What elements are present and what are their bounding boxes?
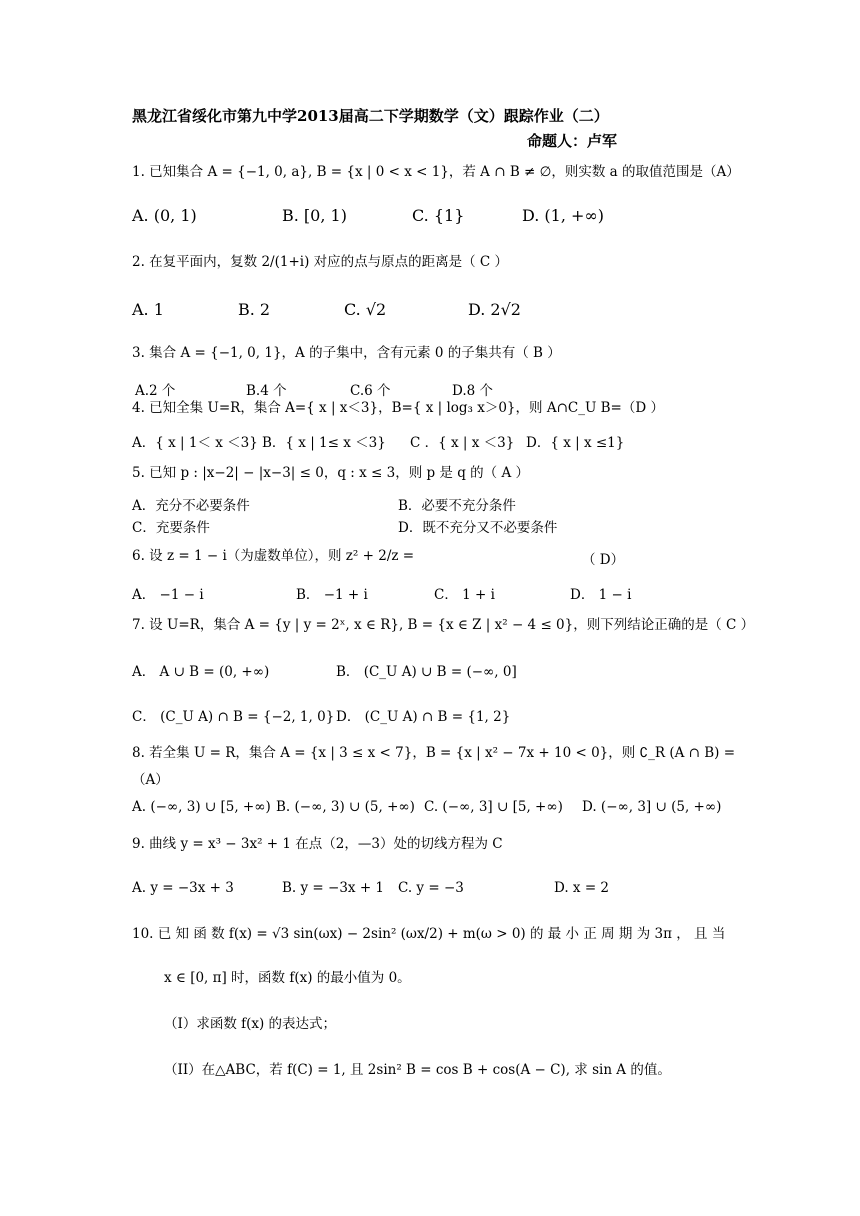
question-9-stem: 9. 曲线 y = x³ − 3x² + 1 在点（2，—3）处的切线方程为 C <box>132 836 503 852</box>
question-9-option-c: C. y = −3 <box>398 880 464 896</box>
question-2-stem: 2. 在复平面内，复数 2/(1+i) 对应的点与原点的距离是（ C ） <box>132 254 509 270</box>
question-6-option-b: B． −1 + i <box>296 587 368 603</box>
question-4-option-a: A．{ x | 1＜ x ＜3} <box>132 435 258 451</box>
question-8-option-d: D. (−∞, 3] ∪ (5, +∞) <box>582 799 722 815</box>
author-line: 命题人：卢军 <box>527 132 618 150</box>
question-1-option-a: A. (0, 1) <box>132 206 197 225</box>
question-10-part-1: （I）求函数 f(x) 的表达式； <box>164 1016 337 1032</box>
question-8-option-c: C. (−∞, 3] ∪ [5, +∞) <box>424 799 563 815</box>
question-2-option-c: C. √2 <box>344 300 387 319</box>
question-5-option-d: D．既不充分又不必要条件 <box>398 520 558 536</box>
question-2-option-d: D. 2√2 <box>468 300 521 319</box>
question-1-option-d: D. (1, +∞) <box>522 206 604 225</box>
question-4-option-c: C ．{ x | x ＜3} <box>410 435 515 451</box>
page-title: 黑龙江省绥化市第九中学2013届高二下学期数学（文）跟踪作业（二） <box>132 107 609 125</box>
question-6-option-c: C． 1 + i <box>434 587 495 603</box>
question-8-answer: （A） <box>132 772 169 788</box>
question-5-option-c: C．充要条件 <box>132 520 210 536</box>
question-6-option-d: D． 1 − i <box>570 587 632 603</box>
question-2-option-b: B. 2 <box>238 300 271 319</box>
question-4-stem: 4. 已知全集 U=R，集合 A={ x | x＜3}，B={ x | log₃ x＞0}，则 A∩C_U B=（D ） <box>132 400 664 416</box>
question-9-option-d: D. x = 2 <box>554 880 610 896</box>
question-1-option-c: C. {1} <box>412 206 465 225</box>
question-3-option-a: A.2 个 <box>135 383 176 399</box>
question-5-option-a: A．充分不必要条件 <box>132 498 250 514</box>
question-9-option-b: B. y = −3x + 1 <box>282 880 385 896</box>
question-5-stem: 5. 已知 p : |x−2| − |x−3| ≤ 0，q : x ≤ 3，则 p 是 q 的（ A ） <box>132 465 529 481</box>
question-10-stem: 10. 已 知 函 数 f(x) = √3 sin(ωx) − 2sin² (ωx/2) + m(ω > 0) 的 最 小 正 周 期 为 3π ， 且 当 <box>132 926 726 942</box>
question-10-part-2: （II）在△ABC，若 f(C) = 1, 且 2sin² B = cos B + cos(A − C), 求 sin A 的值。 <box>164 1062 671 1078</box>
question-5-option-b: B．必要不充分条件 <box>398 498 516 514</box>
question-8-option-b: B. (−∞, 3) ∪ (5, +∞) <box>276 799 415 815</box>
question-7-stem: 7. 设 U=R，集合 A = {y | y = 2ˣ, x ∈ R}, B = {x ∈ Z | x² − 4 ≤ 0}，则下列结论正确的是（ C ） <box>132 617 755 633</box>
question-6-answer: （ D） <box>582 552 625 568</box>
question-1-option-b: B. [0, 1) <box>282 206 347 225</box>
question-1-stem: 1. 已知集合 A = {−1, 0, a}, B = {x | 0 < x < 1}，若 A ∩ B ≠ ∅，则实数 a 的取值范围是（A） <box>132 164 740 180</box>
question-4-option-d: D．{ x | x ≤1} <box>526 435 625 451</box>
question-6-option-a: A． −1 − i <box>132 587 204 603</box>
question-7-option-d: D． (C_U A) ∩ B = {1, 2} <box>336 709 511 725</box>
question-3-option-b: B.4 个 <box>246 383 287 399</box>
question-2-option-a: A. 1 <box>132 300 164 319</box>
question-10-stem-continued: x ∈ [0, π] 时，函数 f(x) 的最小值为 0。 <box>164 970 411 986</box>
question-8-option-a: A. (−∞, 3) ∪ [5, +∞) <box>132 799 271 815</box>
question-9-option-a: A. y = −3x + 3 <box>132 880 234 896</box>
question-3-option-c: C.6 个 <box>350 383 391 399</box>
question-7-option-c: C． (C_U A) ∩ B = {−2, 1, 0} <box>132 709 335 725</box>
question-8-stem: 8. 若全集 U = R，集合 A = {x | 3 ≤ x < 7}，B = {x | x² − 7x + 10 < 0}，则 ∁_R (A ∩ B) = <box>132 745 736 761</box>
question-4-option-b: B．{ x | 1≤ x ＜3} <box>262 435 386 451</box>
question-7-option-a: A． A ∪ B = (0, +∞) <box>132 664 270 680</box>
question-6-stem: 6. 设 z = 1 − i（为虚数单位），则 z² + 2/z = <box>132 548 415 564</box>
question-3-option-d: D.8 个 <box>452 383 494 399</box>
question-7-option-b: B． (C_U A) ∪ B = (−∞, 0] <box>336 664 517 680</box>
question-3-stem: 3. 集合 A = {−1, 0, 1}，A 的子集中，含有元素 0 的子集共有（ B ） <box>132 345 561 361</box>
